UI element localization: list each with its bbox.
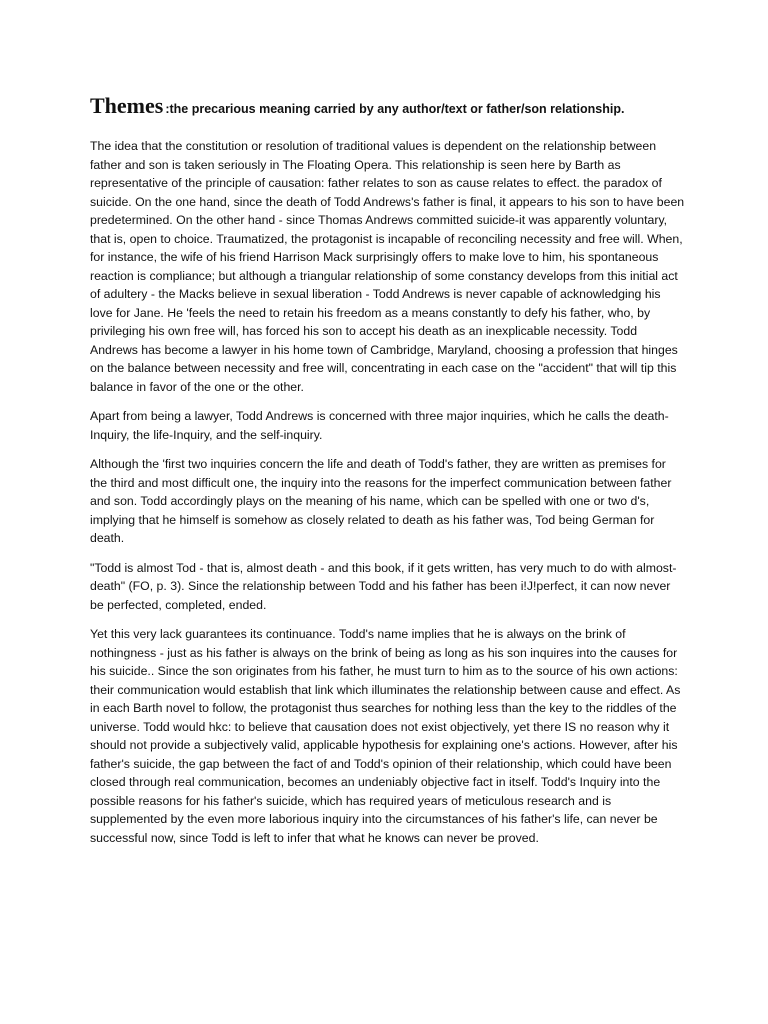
heading-title: Themes	[90, 93, 164, 118]
paragraph-1: The idea that the constitution or resolution of traditional values is dependent on the relationship between father and son is taken seriously in The Floating Opera. This relationship is seen here by Barth as representative of the principle of causation: father relates to son as cause relates to effect. the paradox of suicide. On the one hand, since the death of Todd Andrews's father is final, it appears to his son to have been predetermined. On the other hand - since Thomas Andrews committed suicide-it was apparently voluntary, that is, open to choice. Traumatized, the protagonist is incapable of reconciling necessity and free will. When, for instance, the wife of his friend Harrison Mack surprisingly offers to make love to him, his spontaneous reaction is compliance; but although a triangular relationship of some constancy develops from this initial act of adultery - the Macks believe in sexual liberation - Todd Andrews is never capable of acknowledging his love for Jane. He 'feels the need to retain his freedom as a means constantly to defy his father, who, by privileging his own free will, has forced his son to accept his death as an inexplicable necessity. Todd Andrews has become a lawyer in his home town of Cambridge, Maryland, choosing a profession that hinges on the balance between necessity and free will, concentrating in each case on the "accident" that will tip this balance in favor of the one or the other.	[90, 139, 685, 394]
paragraph-3: Although the 'first two inquiries concern the life and death of Todd's father, they are written as premises for the third and most difficult one, the inquiry into the reasons for the imperfect communication between father and son. Todd accordingly plays on the meaning of his name, which can be spelled with one or two d's, implying that he himself is somehow as closely related to death as his father was, Tod being German for death.	[90, 457, 672, 545]
heading-subtitle: :the precarious meaning carried by any author/text or father/son relationship.	[165, 102, 625, 116]
document-body	[90, 92, 686, 858]
paragraph-4: "Todd is almost Tod - that is, almost death - and this book, if it gets written, has very much to do with almost-death" (FO, p. 3). Since the relationship between Todd and his father has been i!J!perfect, it can now never be perfected, completed, ended.	[90, 560, 677, 612]
paragraph-5: Yet this very lack guarantees its continuance. Todd's name implies that he is always on the brink of nothingness - just as his father is always on the brink of being as long as his son inquires into the causes for his suicide.. Since the son originates from his father, he must turn to him as to the source of his own actions: their communication would establish that link which illuminates the relationship between cause and effect. As in each Barth novel to follow, the protagonist thus searches for nothing less than the key to the riddles of the universe. Todd would hkc: to believe that causation does not exist objectively, yet there IS no reason why it should not provide a subjectively valid, applicable hypothesis for explaining one's actions. However, after his father's suicide, the gap between the fact of and Todd's opinion of their relationship, which could have been closed through real communication, becomes an undeniably objective fact in itself. Todd's Inquiry into the possible reasons for his father's suicide, which has required years of meticulous research and is supplemented by the even more laborious inquiry into the circumstances of his father's life, can never be successful now, since Todd is left to infer that what he knows can never be proved.	[90, 627, 681, 845]
section-heading	[90, 92, 686, 123]
paragraph-2: Apart from being a lawyer, Todd Andrews is concerned with three major inquiries, which he calls the death-Inquiry, the life-Inquiry, and the self-inquiry.	[90, 409, 669, 442]
